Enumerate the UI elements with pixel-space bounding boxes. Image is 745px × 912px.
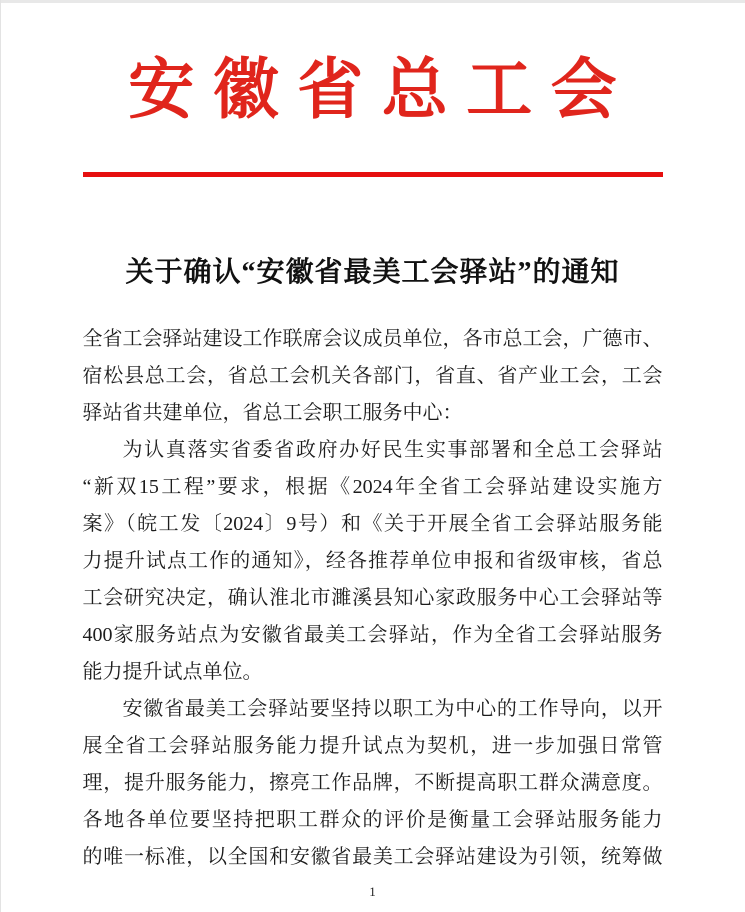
paragraph — [83, 432, 663, 691]
body-line: “新双15工程”要求，根据《2024年全省工会驿站建设实施方 — [82, 476, 663, 498]
body-line: 理，提升服务能力，擦亮工作品牌，不断提高职工群众满意度。 — [82, 772, 663, 794]
body-line: 400家服务站点为安徽省最美工会驿站，作为全省工会驿站服务 — [82, 624, 663, 646]
body-line: 全省工会驿站建设工作联席会议成员单位，各市总工会，广德市、 — [82, 328, 663, 350]
document-body — [83, 321, 663, 876]
red-divider-line — [83, 172, 663, 177]
body-line: 能力提升试点单位。 — [82, 661, 263, 683]
body-line: 展全省工会驿站服务能力提升试点为契机，进一步加强日常管 — [82, 735, 663, 757]
body-line: 宿松县总工会，省总工会机关各部门，省直、省产业工会，工会 — [82, 365, 663, 387]
body-line: 为认真落实省委省政府办好民生实事部署和全总工会驿站 — [122, 439, 663, 461]
document-title: 关于确认“安徽省最美工会驿站”的通知 — [125, 257, 620, 288]
paragraph — [83, 691, 663, 876]
letterhead — [0, 46, 745, 177]
org-name-title: 安徽省总工会 — [128, 54, 636, 127]
body-line: 各地各单位要坚持把职工群众的评价是衡量工会驿站服务能力 — [82, 809, 663, 831]
page-top-edge — [0, 0, 745, 3]
body-line: 的唯一标准，以全国和安徽省最美工会驿站建设为引领，统筹做 — [82, 846, 663, 868]
body-line: 工会研究决定，确认淮北市濉溪县知心家政服务中心工会驿站等 — [82, 587, 663, 609]
body-line: 力提升试点工作的通知》，经各推荐单位申报和省级审核，省总 — [82, 550, 663, 572]
page-number: 1 — [369, 884, 376, 899]
body-line: 安徽省最美工会驿站要坚持以职工为中心的工作导向，以开 — [122, 698, 663, 720]
body-line: 驿站省共建单位，省总工会职工服务中心： — [82, 402, 463, 424]
paragraph — [83, 321, 663, 432]
page-left-edge — [0, 0, 1, 912]
body-line: 案》（皖工发〔2024〕9号）和《关于开展全省工会驿站服务能 — [82, 513, 663, 535]
